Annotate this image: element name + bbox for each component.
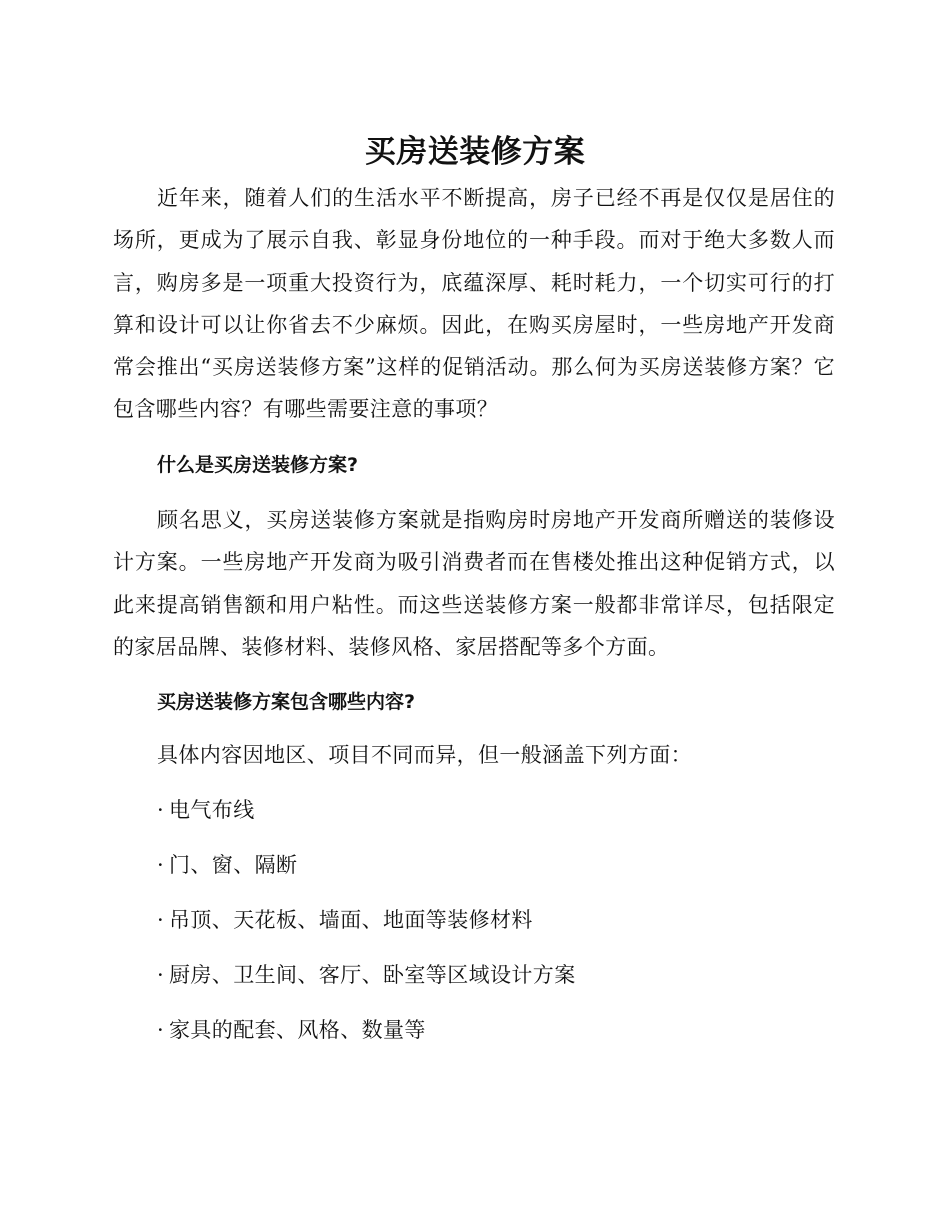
list-item xyxy=(157,905,533,935)
bullet-mark: · xyxy=(157,853,165,877)
section-heading-contents: 买房送装修方案包含哪些内容? xyxy=(157,691,416,713)
list-item-text: 门、窗、隔断 xyxy=(169,853,298,877)
list-item xyxy=(157,1015,426,1045)
list-item xyxy=(157,850,297,880)
list-item-text: 家具的配套、风格、数量等 xyxy=(169,1018,426,1042)
bullet-mark: · xyxy=(157,963,165,987)
section-body-what-is: 顾名思义，买房送装修方案就是指购房时房地产开发商所赠送的装修设计方案。一些房地产开发商为吸引消费者而在售楼处推出这种促销方式，以此来提高销售额和用户粘性。而这些送装修方案一般都非常详尽，包括限定的家居品牌、装修材料、装修风格、家居搭配等多个方面。 xyxy=(113,508,835,659)
bullet-mark: · xyxy=(157,798,165,822)
document-title: 买房送装修方案 xyxy=(364,134,586,170)
list-item-text: 吊顶、天花板、墙面、地面等装修材料 xyxy=(169,908,533,932)
list-item xyxy=(157,960,576,990)
bullet-mark: · xyxy=(157,1018,165,1042)
list-item-text: 厨房、卫生间、客厅、卧室等区域设计方案 xyxy=(169,963,576,987)
intro-paragraph: 近年来，随着人们的生活水平不断提高，房子已经不再是仅仅是居住的场所，更成为了展示自我、彰显身份地位的一种手段。而对于绝大多数人而言，购房多是一项重大投资行为，底蕴深厚、耗时耗力，一个切实可行的打算和设计可以让你省去不少麻烦。因此，在购买房屋时，一些房地产开发商常会推出“买房送装修方案”这样的促销活动。那么何为买房送装修方案？它包含哪些内容？有哪些需要注意的事项？ xyxy=(113,186,835,422)
section-heading-what-is: 什么是买房送装修方案? xyxy=(157,454,359,476)
bullet-mark: · xyxy=(157,908,165,932)
contents-intro: 具体内容因地区、项目不同而异，但一般涵盖下列方面： xyxy=(157,743,692,767)
list-item xyxy=(157,795,255,825)
list-item-text: 电气布线 xyxy=(169,798,255,822)
